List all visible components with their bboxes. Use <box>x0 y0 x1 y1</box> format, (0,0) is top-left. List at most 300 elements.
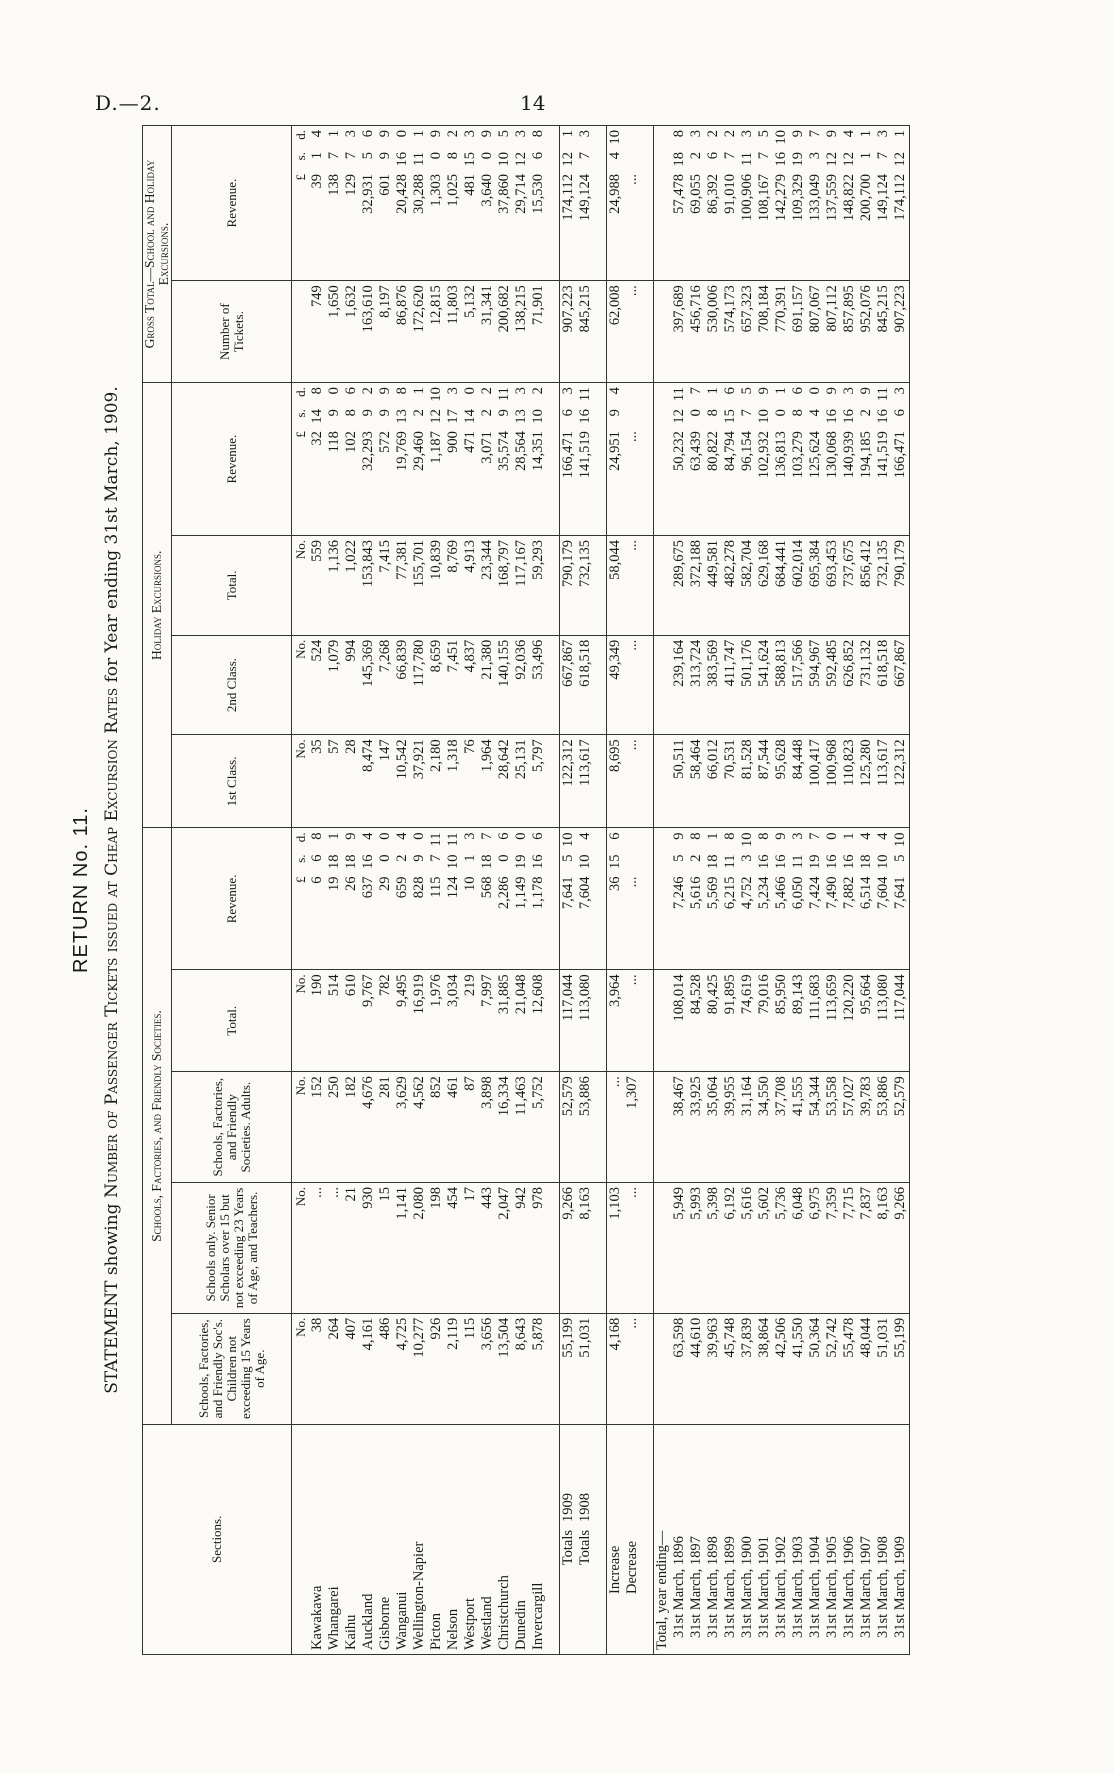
row-label: 31st March, 1897 <box>688 1424 705 1654</box>
revenue-cell <box>773 828 790 970</box>
gross-revenue-cell-shillings: 19 <box>790 152 806 167</box>
adults-cell: 53,558 <box>824 1072 841 1183</box>
revenue-cell-pounds: 7,490 <box>824 876 840 910</box>
revenue-cell <box>577 828 594 970</box>
total-cell: 79,016 <box>756 970 773 1072</box>
revenue-cell-shillings: 0 <box>377 854 393 862</box>
htotal-cell: 4,913 <box>462 536 479 636</box>
gross-revenue-cell <box>428 126 445 281</box>
first-cell: 110,823 <box>841 735 858 828</box>
unit-pence: d. <box>293 832 308 843</box>
unit-pence: d. <box>293 130 308 140</box>
holiday-revenue-cell <box>688 383 705 536</box>
second-cell: 140,155 <box>496 635 513 735</box>
revenue-header: Revenue. <box>172 828 292 970</box>
gross-revenue-cell <box>892 126 910 281</box>
gross-revenue-cell-pence: 6 <box>360 130 376 138</box>
holiday-revenue-cell-pounds: 141,519 <box>875 431 891 479</box>
revenue-cell-shillings: 16 <box>530 854 546 869</box>
unit-no: No. <box>292 1313 310 1424</box>
revenue-cell-shillings: 5 <box>671 854 687 862</box>
revenue-cell-pounds: 6,215 <box>722 876 738 910</box>
history-row <box>807 126 824 1655</box>
gross-revenue-cell-pounds: 29,714 <box>513 174 529 214</box>
tickets-cell: 1,632 <box>343 281 360 383</box>
htotal-cell: 559 <box>309 536 326 636</box>
revenue-cell <box>824 828 841 970</box>
holiday-revenue-cell-pence: 9 <box>756 387 772 395</box>
unit-pounds: £ <box>293 174 308 181</box>
first-cell: 1,318 <box>445 735 462 828</box>
subtitle-suffix: for Year ending 31st March, 1909. <box>102 386 122 683</box>
htotal-cell: 695,384 <box>807 536 824 636</box>
htotal-cell: 77,381 <box>394 536 411 636</box>
first-cell: 37,921 <box>411 735 428 828</box>
first-cell: 95,628 <box>773 735 790 828</box>
revenue-cell <box>756 828 773 970</box>
row-label: 31st March, 1896 <box>671 1424 688 1654</box>
gross-revenue-cell-shillings: 11 <box>411 152 427 166</box>
htotal-cell: 856,412 <box>858 536 875 636</box>
revenue-cell-pounds: 6,050 <box>790 876 806 910</box>
history-label: Total, year ending— <box>654 1424 672 1654</box>
revenue-cell-pence: 8 <box>309 832 325 840</box>
total-cell: 219 <box>462 970 479 1072</box>
holiday-revenue-cell-pence: 9 <box>824 387 840 395</box>
gross-revenue-cell-pence: 9 <box>377 130 393 138</box>
row-label: 31st March, 1901 <box>756 1424 773 1654</box>
first-cell: 50,511 <box>671 735 688 828</box>
section-row <box>530 126 547 1655</box>
second-class-header: 2nd Class. <box>172 635 292 735</box>
total-cell: 85,950 <box>773 970 790 1072</box>
seniors-cell: 454 <box>445 1183 462 1314</box>
change-row <box>624 126 641 1655</box>
second-cell: 994 <box>343 635 360 735</box>
totals-row <box>560 126 578 1655</box>
row-label: Kaihu <box>343 1424 360 1654</box>
revenue-cell-pence: 1 <box>326 832 342 840</box>
holiday-revenue-cell <box>841 383 858 536</box>
second-cell: 145,369 <box>360 635 377 735</box>
adults-cell: 39,783 <box>858 1072 875 1183</box>
revenue-cell <box>513 828 530 970</box>
gross-revenue-cell-pounds: 108,167 <box>756 174 772 222</box>
holiday-revenue-cell-pounds: 141,519 <box>577 431 593 479</box>
holiday-revenue-cell-pounds: 102,932 <box>756 431 772 479</box>
first-cell: 1,964 <box>479 735 496 828</box>
revenue-cell-pounds: 7,641 <box>560 876 576 910</box>
revenue-cell-pence: 3 <box>462 832 478 840</box>
revenue-cell-pence: 0 <box>411 832 427 840</box>
revenue-cell <box>530 828 547 970</box>
holiday-revenue-cell-pounds: 471 <box>462 431 478 453</box>
gross-revenue-cell <box>824 126 841 281</box>
second-cell: 411,747 <box>722 635 739 735</box>
first-cell: 35 <box>309 735 326 828</box>
seniors-cell: 5,949 <box>671 1183 688 1314</box>
tickets-cell: 456,716 <box>688 281 705 383</box>
gross-revenue-cell-shillings: 16 <box>394 152 410 167</box>
htotal-cell: 732,135 <box>577 536 594 636</box>
tickets-cell: 845,215 <box>875 281 892 383</box>
totals-label: Totals <box>560 1530 576 1566</box>
children-cell: 44,610 <box>688 1313 705 1424</box>
revenue-cell-pence: 7 <box>479 832 495 840</box>
gross-revenue-cell-pence: 3 <box>343 130 359 138</box>
holiday-revenue-cell-pence: 0 <box>326 387 342 395</box>
tickets-cell: 807,067 <box>807 281 824 383</box>
children-cell: ... <box>624 1313 641 1424</box>
holiday-revenue-cell <box>394 383 411 536</box>
first-cell: 84,448 <box>790 735 807 828</box>
htotal-cell: 790,179 <box>892 536 910 636</box>
row-label: 31st March, 1904 <box>807 1424 824 1654</box>
seniors-cell: 5,398 <box>705 1183 722 1314</box>
gross-revenue-cell-pounds: 174,112 <box>560 174 576 221</box>
adults-header: Schools, Factories, and Friendly Societies. Adults. <box>172 1072 292 1183</box>
seniors-cell: 5,616 <box>739 1183 756 1314</box>
revenue-cell-pounds: 7,882 <box>841 876 857 910</box>
revenue-cell-shillings: 3 <box>739 854 755 862</box>
section-row <box>411 126 428 1655</box>
htotal-cell: 790,179 <box>560 536 578 636</box>
tickets-cell: 845,215 <box>577 281 594 383</box>
totals-label: Totals <box>577 1530 593 1566</box>
history-header-row <box>654 126 672 1655</box>
total-cell: 190 <box>309 970 326 1072</box>
children-cell: 4,161 <box>360 1313 377 1424</box>
children-cell: 4,725 <box>394 1313 411 1424</box>
htotal-cell: 449,581 <box>705 536 722 636</box>
revenue-cell <box>739 828 756 970</box>
children-cell: 3,656 <box>479 1313 496 1424</box>
second-cell: 92,036 <box>513 635 530 735</box>
seniors-cell: 6,975 <box>807 1183 824 1314</box>
revenue-cell <box>479 828 496 970</box>
revenue-cell-shillings: 11 <box>722 854 738 869</box>
gross-revenue-cell-pounds: 109,329 <box>790 174 806 222</box>
first-cell: 125,280 <box>858 735 875 828</box>
adults-cell: 461 <box>445 1072 462 1183</box>
row-label: Increase <box>607 1424 625 1654</box>
history-row <box>756 126 773 1655</box>
gross-revenue-cell-shillings: 7 <box>326 152 342 160</box>
tickets-cell: 857,895 <box>841 281 858 383</box>
tickets-cell: 62,008 <box>607 281 625 383</box>
gross-revenue-cell-shillings: 6 <box>530 152 546 160</box>
revenue-cell-shillings: 9 <box>411 854 427 862</box>
holiday-revenue-cell <box>462 383 479 536</box>
first-cell: ... <box>624 735 641 828</box>
htotal-cell: 1,136 <box>326 536 343 636</box>
gross-revenue-cell-shillings: 7 <box>756 152 772 160</box>
second-cell: 7,451 <box>445 635 462 735</box>
total-cell: 95,664 <box>858 970 875 1072</box>
holiday-revenue-cell-pence: 2 <box>530 387 546 395</box>
holiday-revenue-cell <box>824 383 841 536</box>
unit-no: No. <box>292 1072 310 1183</box>
unit-no: No. <box>292 735 310 828</box>
holiday-revenue-cell-pounds: 1,187 <box>428 431 444 464</box>
revenue-cell-pounds: 29 <box>377 876 393 891</box>
gross-revenue-cell-pounds: 86,392 <box>705 174 721 214</box>
total-cell: 80,425 <box>705 970 722 1072</box>
gross-revenue-cell-pounds: 100,906 <box>739 174 755 222</box>
unit-pounds: £ <box>293 431 308 438</box>
gross-revenue-cell-shillings: 4 <box>607 152 623 160</box>
history-row <box>739 126 756 1655</box>
section-row <box>309 126 326 1655</box>
revenue-cell-shillings: 18 <box>326 854 342 869</box>
revenue-cell-pence: 9 <box>671 832 687 840</box>
gross-revenue-cell-shillings: 1 <box>309 152 325 160</box>
adults-cell: 3,629 <box>394 1072 411 1183</box>
holiday-revenue-cell <box>756 383 773 536</box>
revenue-cell-shillings: 18 <box>858 854 874 869</box>
adults-cell: 152 <box>309 1072 326 1183</box>
gross-revenue-cell-pence: 1 <box>560 130 576 138</box>
gross-revenue-cell <box>739 126 756 281</box>
seniors-cell: 978 <box>530 1183 547 1314</box>
holiday-revenue-cell-pence: 11 <box>577 387 593 402</box>
holiday-revenue-cell <box>807 383 824 536</box>
revenue-cell-pounds: 10 <box>462 876 478 891</box>
adults-cell: 4,562 <box>411 1072 428 1183</box>
holiday-revenue-cell-shillings: 14 <box>309 409 325 424</box>
history-row <box>722 126 739 1655</box>
holiday-revenue-cell-pounds: 14,351 <box>530 431 546 471</box>
tickets-cell: 574,173 <box>722 281 739 383</box>
holiday-revenue-cell-pounds: 96,154 <box>739 431 755 471</box>
htotal-cell: 58,044 <box>607 536 625 636</box>
section-row <box>445 126 462 1655</box>
seniors-cell: 9,266 <box>892 1183 910 1314</box>
seniors-cell: 7,359 <box>824 1183 841 1314</box>
holiday-revenue-cell-shillings: 9 <box>377 409 393 417</box>
children-cell: 41,550 <box>790 1313 807 1424</box>
children-cell: 45,748 <box>722 1313 739 1424</box>
revenue-cell-pounds: 7,424 <box>807 876 823 910</box>
gross-revenue-cell-pence: 5 <box>496 130 512 138</box>
htotal-cell: 693,453 <box>824 536 841 636</box>
row-label: Gisborne <box>377 1424 394 1654</box>
revenue-cell-pence: 9 <box>343 832 359 840</box>
second-cell: 592,485 <box>824 635 841 735</box>
gross-revenue-cell-pence: 3 <box>513 130 529 138</box>
row-label: Nelson <box>445 1424 462 1654</box>
children-cell: 48,044 <box>858 1313 875 1424</box>
htotal-cell: 732,135 <box>875 536 892 636</box>
revenue-cell-pounds: 1,178 <box>530 876 546 910</box>
revenue-cell-pounds: 568 <box>479 876 495 899</box>
second-cell: 21,380 <box>479 635 496 735</box>
gross-revenue-cell-pence: 1 <box>892 130 908 138</box>
revenue-cell <box>343 828 360 970</box>
holiday-revenue-cell-pounds: 118 <box>326 431 342 453</box>
revenue-cell-shillings: 19 <box>807 854 823 869</box>
total-cell: 514 <box>326 970 343 1072</box>
holiday-revenue-cell <box>560 383 578 536</box>
first-cell: 100,417 <box>807 735 824 828</box>
total-header: Total. <box>172 970 292 1072</box>
gross-revenue-cell-pounds: 174,112 <box>892 174 908 221</box>
gross-revenue-cell-pence: 4 <box>309 130 325 138</box>
holiday-revenue-cell-pence: 3 <box>560 387 576 395</box>
unit-pounds: £ <box>293 876 308 883</box>
total-cell: 113,080 <box>577 970 594 1072</box>
holiday-revenue-cell-shillings: 8 <box>705 409 721 417</box>
gross-revenue-cell-pence: 3 <box>577 130 593 138</box>
gross-revenue-cell-shillings: 1 <box>858 152 874 160</box>
holiday-revenue-cell-pence: 4 <box>607 387 623 395</box>
seniors-cell: 5,993 <box>688 1183 705 1314</box>
seniors-cell: 8,163 <box>577 1183 594 1314</box>
total-cell: 9,495 <box>394 970 411 1072</box>
tickets-cell: 657,323 <box>739 281 756 383</box>
holiday-revenue-cell-shillings: 16 <box>841 409 857 424</box>
holiday-revenue-cell-pounds: 3,071 <box>479 431 495 464</box>
holiday-revenue-cell-pence: 3 <box>892 387 908 395</box>
revenue-cell-pounds: 6 <box>309 876 325 884</box>
revenue-cell-pence: 0 <box>377 832 393 840</box>
row-label: Invercargill <box>530 1424 547 1654</box>
revenue-cell-pounds: 5,569 <box>705 876 721 910</box>
holiday-revenue-cell-pounds: 136,813 <box>773 431 789 479</box>
revenue-cell-pence: 10 <box>560 832 576 847</box>
revenue-cell <box>326 828 343 970</box>
seniors-cell: 8,163 <box>875 1183 892 1314</box>
adults-cell: 31,164 <box>739 1072 756 1183</box>
holiday-revenue-cell-shillings: 2 <box>411 409 427 417</box>
tickets-cell: 770,391 <box>773 281 790 383</box>
unit-shillings: s. <box>293 409 308 418</box>
total-cell: 1,976 <box>428 970 445 1072</box>
gross-revenue-cell-pence: 2 <box>722 130 738 138</box>
revenue-cell-pounds: 6,514 <box>858 876 874 910</box>
row-label: 31st March, 1902 <box>773 1424 790 1654</box>
revenue-cell-pence: 1 <box>705 832 721 840</box>
gross-revenue-cell-shillings: 15 <box>462 152 478 167</box>
adults-cell: 281 <box>377 1072 394 1183</box>
gross-revenue-cell-pence: 3 <box>462 130 478 138</box>
revenue-cell-shillings: 5 <box>560 854 576 862</box>
first-cell: 147 <box>377 735 394 828</box>
revenue-cell-shillings: 7 <box>428 854 444 862</box>
gross-revenue-cell <box>411 126 428 281</box>
second-cell: 626,852 <box>841 635 858 735</box>
children-cell: 38 <box>309 1313 326 1424</box>
holiday-revenue-cell-pounds: 84,794 <box>722 431 738 471</box>
total-cell: 91,895 <box>722 970 739 1072</box>
first-cell: 76 <box>462 735 479 828</box>
revenue-cell-pence: 6 <box>607 832 623 840</box>
revenue-cell <box>462 828 479 970</box>
children-cell: 115 <box>462 1313 479 1424</box>
gross-revenue-cell <box>560 126 578 281</box>
revenue-cell-pence: 10 <box>739 832 755 847</box>
tickets-cell: 12,815 <box>428 281 445 383</box>
adults-cell: 34,550 <box>756 1072 773 1183</box>
second-cell: 517,566 <box>790 635 807 735</box>
revenue-cell-shillings: 19 <box>513 854 529 869</box>
revenue-cell-pounds: 19 <box>326 876 342 891</box>
holiday-revenue-cell <box>624 383 641 536</box>
gross-revenue-cell-shillings: 12 <box>513 152 529 167</box>
tickets-cell: 200,682 <box>496 281 513 383</box>
adults-cell: 35,064 <box>705 1072 722 1183</box>
total-cell: 3,964 <box>607 970 625 1072</box>
holiday-revenue-cell-shillings: 9 <box>326 409 342 417</box>
section-row <box>326 126 343 1655</box>
revenue-cell-pence: 11 <box>445 832 461 847</box>
gross-revenue-cell-shillings: 11 <box>739 152 755 166</box>
section-row <box>360 126 377 1655</box>
adults-cell: 33,925 <box>688 1072 705 1183</box>
gross-revenue-cell-pence: 9 <box>790 130 806 138</box>
total-cell: 7,997 <box>479 970 496 1072</box>
adults-cell: 41,555 <box>790 1072 807 1183</box>
holiday-revenue-cell-pence: 11 <box>875 387 891 402</box>
holiday-revenue-cell <box>479 383 496 536</box>
revenue-cell-shillings: 11 <box>790 854 806 869</box>
revenue-cell-pence: 10 <box>892 832 908 847</box>
holiday-revenue-cell-pence: 3 <box>445 387 461 395</box>
adults-cell: 57,027 <box>841 1072 858 1183</box>
revenue-cell-pence: 4 <box>858 832 874 840</box>
holiday-revenue-cell-pounds: 32,293 <box>360 431 376 471</box>
row-label <box>560 1424 578 1654</box>
holiday-revenue-cell-shillings: 2 <box>479 409 495 417</box>
first-cell: 8,695 <box>607 735 625 828</box>
seniors-cell: 942 <box>513 1183 530 1314</box>
revenue-cell-pounds: 7,604 <box>577 876 593 910</box>
adults-cell: 11,463 <box>513 1072 530 1183</box>
tickets-cell: 138,215 <box>513 281 530 383</box>
gross-revenue-cell-pence: 10 <box>607 130 623 145</box>
holiday-revenue-cell-shillings: 9 <box>360 409 376 417</box>
total-cell: 120,220 <box>841 970 858 1072</box>
gross-revenue-cell-pounds: 149,124 <box>577 174 593 222</box>
gross-revenue-cell-pence: 9 <box>824 130 840 138</box>
gross-revenue-cell-shillings: 7 <box>722 152 738 160</box>
holiday-revenue-cell-shillings: 0 <box>773 409 789 417</box>
gross-revenue-cell-shillings: 7 <box>875 152 891 160</box>
revenue-cell-pence: 8 <box>756 832 772 840</box>
gross-revenue-cell-pounds: 1,303 <box>428 174 444 207</box>
revenue-cell-pence: 4 <box>360 832 376 840</box>
gross-revenue-cell <box>309 126 326 281</box>
gross-revenue-cell-pounds: 138 <box>326 174 342 196</box>
holiday-revenue-cell-pence: 6 <box>722 387 738 395</box>
row-label: Decrease <box>624 1424 641 1654</box>
revenue-cell <box>858 828 875 970</box>
first-cell: 2,180 <box>428 735 445 828</box>
holiday-revenue-cell-shillings: 16 <box>824 409 840 424</box>
revenue-cell-pounds: 124 <box>445 876 461 899</box>
htotal-cell: ... <box>624 536 641 636</box>
adults-cell: 53,886 <box>875 1072 892 1183</box>
revenue-cell-pounds: 7,604 <box>875 876 891 910</box>
history-row <box>773 126 790 1655</box>
seniors-cell: 5,736 <box>773 1183 790 1314</box>
first-cell: 122,312 <box>560 735 578 828</box>
holiday-revenue-cell-pounds: 29,460 <box>411 431 427 471</box>
holiday-revenue-cell-pence: 0 <box>462 387 478 395</box>
holiday-revenue-cell-pence: 1 <box>773 387 789 395</box>
htotal-cell: 582,704 <box>739 536 756 636</box>
first-cell: 10,542 <box>394 735 411 828</box>
